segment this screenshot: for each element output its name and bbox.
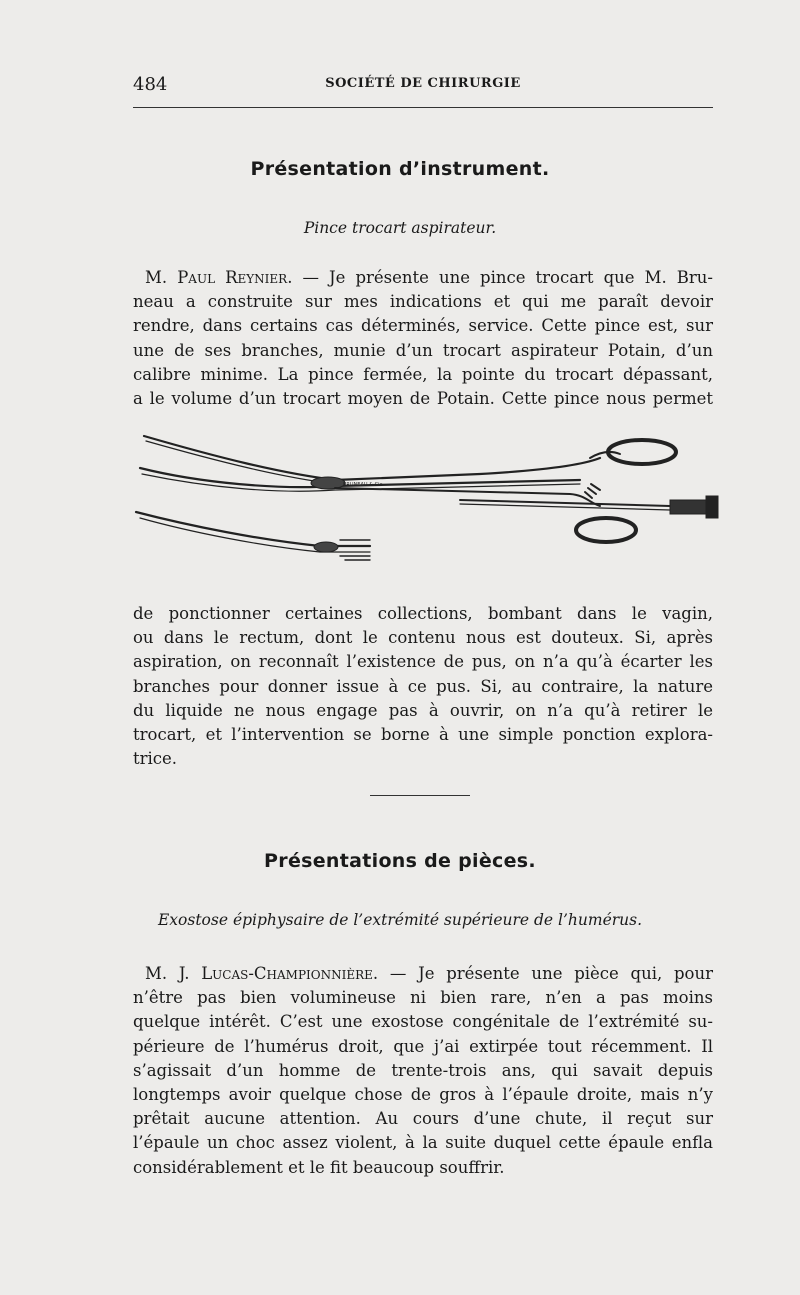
text-line: M. Paul Reynier. — Je présente une pince trocart que M. Bru-	[145, 268, 713, 287]
text-line: l’épaule un choc assez violent, à la suite duquel cette épaule enfla	[133, 1133, 713, 1153]
author-name: Lucas-Championnière	[201, 964, 373, 983]
text-line: une de ses branches, munie d’un trocart aspirateur Potain, d’un	[133, 340, 713, 360]
text-line: branches pour donner issue à ce pus. Si, au contraire, la nature	[133, 676, 713, 696]
page-number: 484	[133, 74, 168, 95]
text-line: de ponctionner certaines collections, bombant dans le vagin,	[133, 604, 713, 623]
section-subtitle-instrument: Pince trocart aspirateur.	[303, 219, 497, 237]
section-subtitle-pieces: Exostose épiphysaire de l’extrémité supérieure de l’humérus.	[157, 911, 643, 929]
text-line: quelque intérêt. C’est une exostose congénitale de l’extrémité su-	[133, 1012, 713, 1032]
text-line: ou dans le rectum, dont le contenu nous est douteux. Si, après	[133, 628, 713, 648]
text-line: aspiration, on reconnaît l’existence de pus, on n’a qu’à écarter les	[133, 652, 713, 672]
author-name: Paul Reynier	[177, 268, 288, 287]
text-line: périeure de l’humérus droit, que j’ai extirpée tout récemment. Il	[133, 1036, 713, 1056]
paragraph-instrument-intro	[133, 266, 713, 411]
text-line: calibre minime. La pince fermée, la pointe du trocart dépassant,	[133, 364, 713, 384]
text-line: a le volume d’un trocart moyen de Potain. Cette pince nous permet	[133, 389, 713, 409]
running-title: SOCIÉTÉ DE CHIRURGIE	[325, 76, 521, 91]
paragraph-pieces	[133, 962, 713, 1180]
text-line: prêtait aucune attention. Au cours d’une chute, il reçut sur	[133, 1109, 713, 1129]
text-line: s’agissait d’un homme de trente-trois ans, qui savait depuis	[133, 1060, 713, 1080]
text-line: considérablement et le fit beaucoup souffrir.	[133, 1157, 505, 1177]
paragraph-instrument-body	[133, 602, 713, 771]
text-line: du liquide ne nous engage pas à ouvrir, on n’a qu’à retirer le	[133, 700, 713, 720]
header-rule	[133, 107, 713, 108]
text-line: trocart, et l’intervention se borne à une simple ponction explora-	[133, 725, 713, 745]
maker-mark: BRUNEAU & Cie	[343, 482, 383, 488]
section-title-pieces: Présentations de pièces.	[264, 850, 536, 872]
text-line: longtemps avoir quelque chose de gros à l’épaule droite, mais n’y	[133, 1085, 713, 1105]
text-line: M. J. Lucas-Championnière. — Je présente une pièce qui, pour	[145, 964, 713, 983]
trocar-forceps-illustration	[130, 428, 730, 588]
section-title-instrument: Présentation d’instrument.	[250, 158, 550, 180]
text-line: trice.	[133, 749, 178, 769]
text-line: neau a construite sur mes indications et qui me paraît devoir	[133, 292, 713, 312]
text-line: n’être pas bien volumineuse ni bien rare, n’en a pas moins	[133, 988, 713, 1008]
section-divider	[370, 795, 470, 796]
text-line: rendre, dans certains cas déterminés, service. Cette pince est, sur	[133, 316, 713, 336]
running-header	[133, 74, 713, 96]
